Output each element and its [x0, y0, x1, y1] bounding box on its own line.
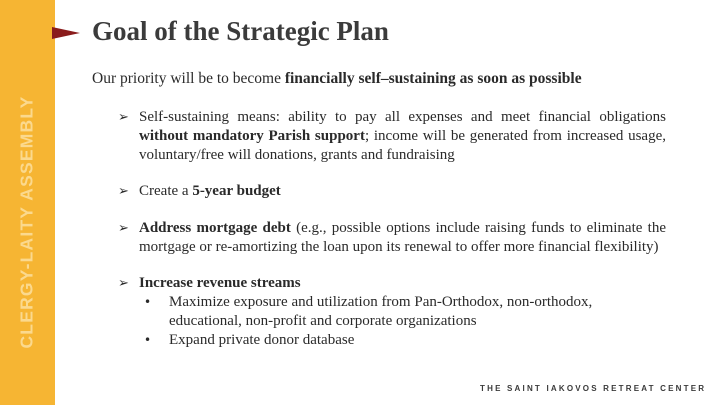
bullet-text: Create a	[139, 183, 193, 199]
bullet-bold-text: Increase revenue streams	[139, 275, 301, 291]
bullet-bold-text: without mandatory Parish support	[139, 128, 365, 144]
bullet-text: Self-sustaining means: ability to pay all expenses and meet financial obligations	[139, 109, 666, 125]
sub-bullet-donor	[139, 331, 666, 350]
bullet-self-sustaining	[118, 108, 666, 165]
arrow-bullet-icon: ➢	[118, 110, 129, 125]
bullet-bold-text: Address mortgage debt	[139, 220, 291, 236]
intro-bold-text: financially self–sustaining as soon as possible	[284, 70, 582, 87]
bullet-text: ; income will be generated from increased usage, voluntary/free will donations, grants and fundraising	[139, 128, 666, 163]
sub-bullet-text: Expand private donor database	[169, 332, 355, 348]
sub-bullet-text: Maximize exposure and utilization from Pan-Orthodox, non-orthodox, educational, non-profit and corporate organizations	[169, 294, 593, 329]
bullet-text: (e.g., possible options include raising funds to eliminate the mortgage or re-amortizing the loan upon its renewal to offer more financial flexibility)	[139, 220, 666, 255]
bullet-budget	[118, 182, 666, 201]
sidebar-vertical-text: CLERGY-LAITY ASSEMBLY	[16, 95, 37, 349]
intro-statement	[92, 70, 582, 88]
bullet-list	[118, 108, 666, 350]
arrow-bullet-icon: ➢	[118, 184, 129, 199]
arrow-bullet-icon: ➢	[118, 276, 129, 291]
footer-org-name: THE SAINT IAKOVOS RETREAT CENTER	[480, 384, 707, 393]
intro-text: Our priority will be to become	[92, 70, 285, 87]
sub-bullet-exposure	[139, 293, 659, 331]
dot-bullet-icon: •	[144, 295, 152, 309]
bullet-revenue	[118, 274, 666, 293]
dot-bullet-icon: •	[144, 333, 152, 347]
arrow-bullet-icon: ➢	[118, 221, 129, 236]
pennant-flag-icon	[52, 27, 80, 39]
bullet-mortgage	[118, 219, 666, 257]
slide-title: Goal of the Strategic Plan	[92, 16, 389, 46]
bullet-bold-text: 5-year budget	[192, 183, 281, 199]
